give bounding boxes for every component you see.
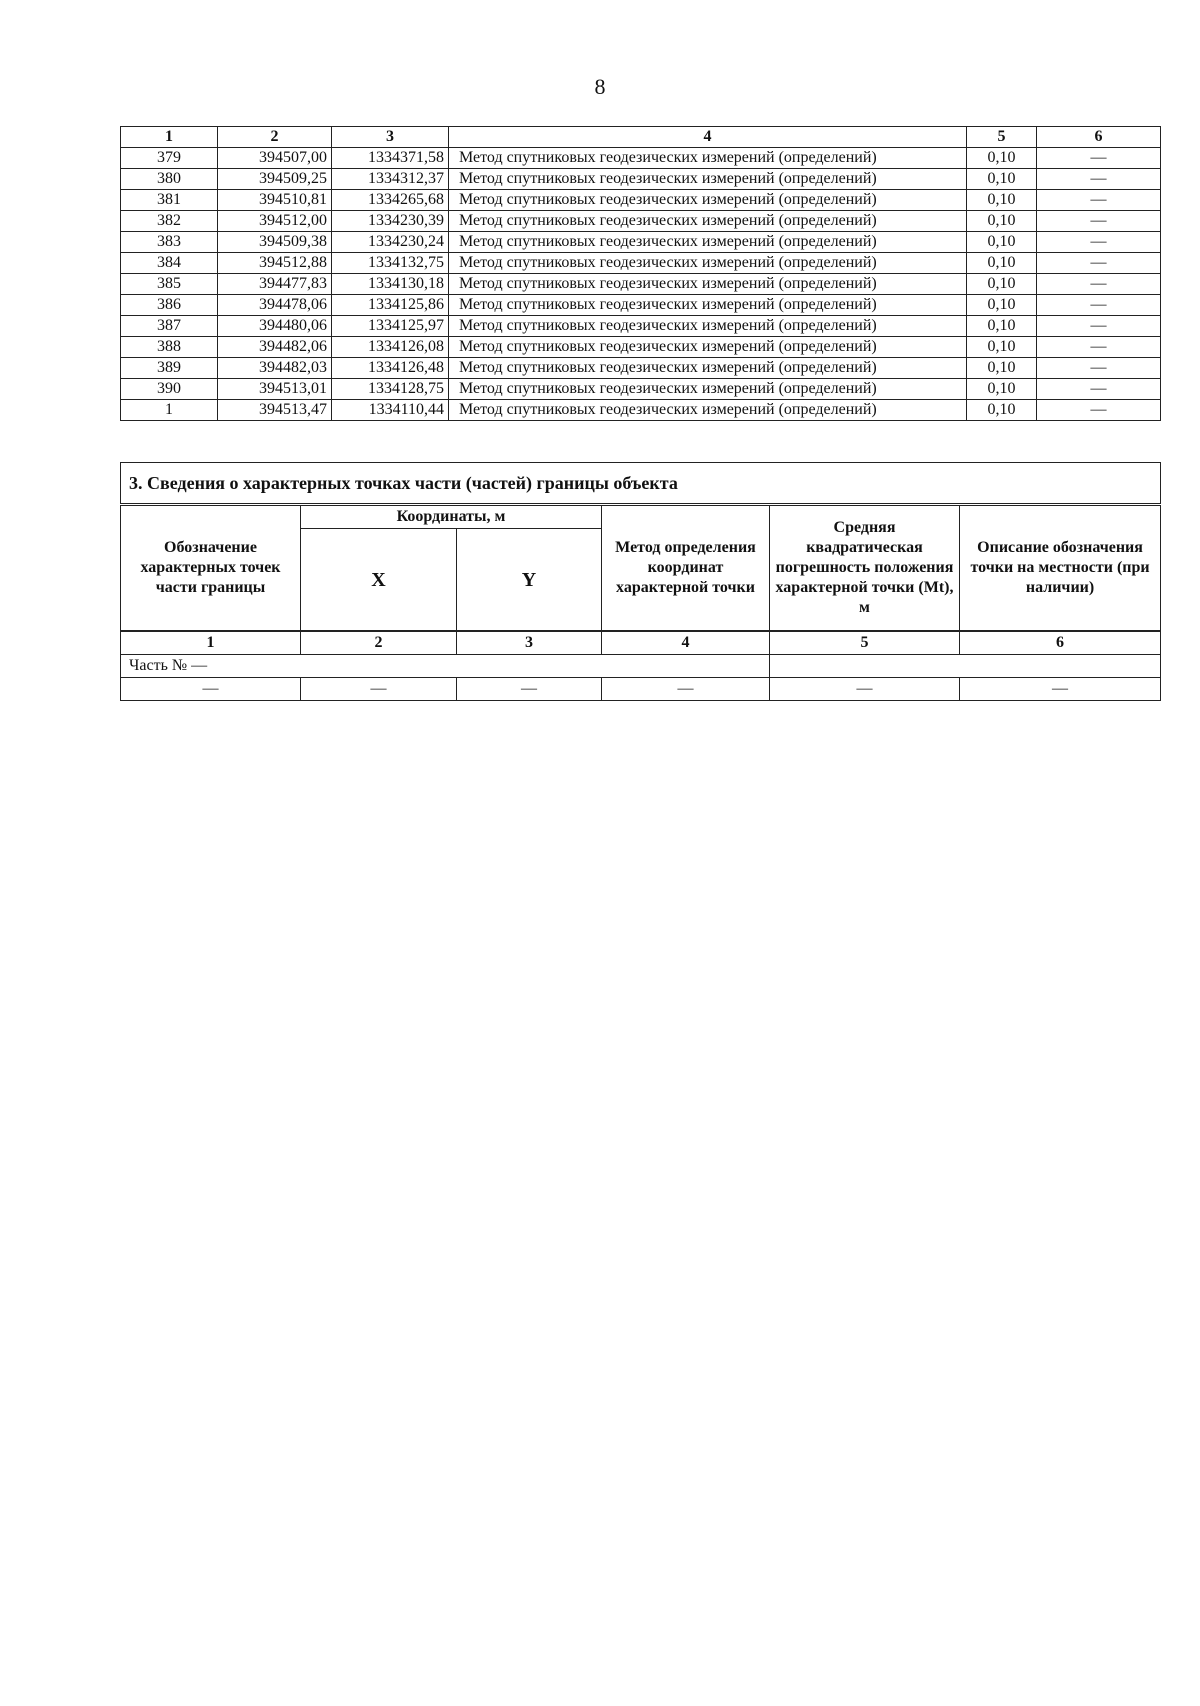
description-cell: —	[1037, 337, 1161, 358]
method-cell: Метод спутниковых геодезических измерений (определений)	[449, 358, 967, 379]
dash-1: —	[121, 678, 301, 701]
method-cell: Метод спутниковых геодезических измерений (определений)	[449, 274, 967, 295]
coord-x-cell: 394507,00	[218, 148, 332, 169]
coord-y-cell: 1334265,68	[332, 190, 449, 211]
section3-number-row	[121, 631, 1161, 655]
method-cell: Метод спутниковых геодезических измерений (определений)	[449, 316, 967, 337]
coord-x-cell: 394480,06	[218, 316, 332, 337]
error-cell: 0,10	[967, 190, 1037, 211]
col-header-5: 5	[967, 127, 1037, 148]
error-cell: 0,10	[967, 274, 1037, 295]
point-number-cell: 387	[121, 316, 218, 337]
table-row	[121, 190, 1161, 211]
table-row	[121, 400, 1161, 421]
coord-x-cell: 394477,83	[218, 274, 332, 295]
method-cell: Метод спутниковых геодезических измерений (определений)	[449, 295, 967, 316]
method-cell: Метод спутниковых геодезических измерений (определений)	[449, 253, 967, 274]
description-cell: —	[1037, 169, 1161, 190]
part-empty	[770, 655, 1161, 678]
coord-y-cell: 1334130,18	[332, 274, 449, 295]
point-number-cell: 386	[121, 295, 218, 316]
col-y-header: Y	[457, 529, 602, 632]
col-header-6: 6	[1037, 127, 1161, 148]
table-row	[121, 211, 1161, 232]
dash-2: —	[301, 678, 457, 701]
dash-4: —	[602, 678, 770, 701]
col-description-header: Описание обозначения точки на местности (при наличии)	[960, 505, 1161, 632]
error-cell: 0,10	[967, 400, 1037, 421]
coord-x-cell: 394512,88	[218, 253, 332, 274]
point-number-cell: 379	[121, 148, 218, 169]
error-cell: 0,10	[967, 232, 1037, 253]
coord-y-cell: 1334126,08	[332, 337, 449, 358]
col-coords-header: Координаты, м	[301, 505, 602, 529]
coord-y-cell: 1334125,86	[332, 295, 449, 316]
num-1: 1	[121, 631, 301, 655]
coord-y-cell: 1334230,24	[332, 232, 449, 253]
coord-x-cell: 394478,06	[218, 295, 332, 316]
point-number-cell: 383	[121, 232, 218, 253]
description-cell: —	[1037, 190, 1161, 211]
coord-x-cell: 394510,81	[218, 190, 332, 211]
coord-x-cell: 394513,47	[218, 400, 332, 421]
point-number-cell: 1	[121, 400, 218, 421]
col-header-1: 1	[121, 127, 218, 148]
point-number-cell: 385	[121, 274, 218, 295]
method-cell: Метод спутниковых геодезических измерений (определений)	[449, 211, 967, 232]
point-number-cell: 390	[121, 379, 218, 400]
description-cell: —	[1037, 274, 1161, 295]
col-x-header: X	[301, 529, 457, 632]
point-number-cell: 381	[121, 190, 218, 211]
num-5: 5	[770, 631, 960, 655]
description-cell: —	[1037, 379, 1161, 400]
table-row	[121, 358, 1161, 379]
coord-y-cell: 1334126,48	[332, 358, 449, 379]
num-2: 2	[301, 631, 457, 655]
description-cell: —	[1037, 358, 1161, 379]
col-header-4: 4	[449, 127, 967, 148]
error-cell: 0,10	[967, 211, 1037, 232]
points-table-body	[121, 148, 1161, 421]
table-row	[121, 337, 1161, 358]
part-label: Часть № —	[121, 655, 770, 678]
error-cell: 0,10	[967, 295, 1037, 316]
dash-5: —	[770, 678, 960, 701]
coord-x-cell: 394509,38	[218, 232, 332, 253]
error-cell: 0,10	[967, 358, 1037, 379]
point-number-cell: 389	[121, 358, 218, 379]
table-row	[121, 274, 1161, 295]
method-cell: Метод спутниковых геодезических измерений (определений)	[449, 190, 967, 211]
coord-x-cell: 394512,00	[218, 211, 332, 232]
page-number: 8	[594, 74, 606, 99]
point-number-cell: 380	[121, 169, 218, 190]
coord-x-cell: 394482,06	[218, 337, 332, 358]
point-number-cell: 382	[121, 211, 218, 232]
col-error-header: Средняя квадратическая погрешность положения характерной точки (Mt), м	[770, 505, 960, 632]
points-table-header-row	[121, 127, 1161, 148]
method-cell: Метод спутниковых геодезических измерений (определений)	[449, 379, 967, 400]
method-cell: Метод спутниковых геодезических измерений (определений)	[449, 232, 967, 253]
coord-y-cell: 1334132,75	[332, 253, 449, 274]
description-cell: —	[1037, 232, 1161, 253]
table-row	[121, 253, 1161, 274]
error-cell: 0,10	[967, 379, 1037, 400]
method-cell: Метод спутниковых геодезических измерений (определений)	[449, 400, 967, 421]
error-cell: 0,10	[967, 253, 1037, 274]
description-cell: —	[1037, 295, 1161, 316]
num-6: 6	[960, 631, 1161, 655]
coord-y-cell: 1334230,39	[332, 211, 449, 232]
table-row	[121, 232, 1161, 253]
description-cell: —	[1037, 148, 1161, 169]
table-row	[121, 295, 1161, 316]
coord-x-cell: 394513,01	[218, 379, 332, 400]
method-cell: Метод спутниковых геодезических измерений (определений)	[449, 337, 967, 358]
error-cell: 0,10	[967, 337, 1037, 358]
table-row	[121, 316, 1161, 337]
coord-y-cell: 1334371,58	[332, 148, 449, 169]
num-3: 3	[457, 631, 602, 655]
point-number-cell: 388	[121, 337, 218, 358]
table-row	[121, 148, 1161, 169]
dash-6: —	[960, 678, 1161, 701]
description-cell: —	[1037, 253, 1161, 274]
description-cell: —	[1037, 211, 1161, 232]
coord-y-cell: 1334125,97	[332, 316, 449, 337]
coord-x-cell: 394482,03	[218, 358, 332, 379]
coord-x-cell: 394509,25	[218, 169, 332, 190]
table-row	[121, 379, 1161, 400]
col-header-3: 3	[332, 127, 449, 148]
description-cell: —	[1037, 316, 1161, 337]
section3-part-row	[121, 655, 1161, 678]
table-row	[121, 169, 1161, 190]
dash-3: —	[457, 678, 602, 701]
coord-y-cell: 1334312,37	[332, 169, 449, 190]
error-cell: 0,10	[967, 316, 1037, 337]
coord-y-cell: 1334110,44	[332, 400, 449, 421]
points-table	[120, 126, 1161, 421]
section3-dash-row	[121, 678, 1161, 701]
num-4: 4	[602, 631, 770, 655]
col-method-header: Метод определения координат характерной точки	[602, 505, 770, 632]
point-number-cell: 384	[121, 253, 218, 274]
section3-title: 3. Сведения о характерных точках части (частей) границы объекта	[121, 463, 1161, 505]
col-header-2: 2	[218, 127, 332, 148]
coord-y-cell: 1334128,75	[332, 379, 449, 400]
method-cell: Метод спутниковых геодезических измерений (определений)	[449, 169, 967, 190]
error-cell: 0,10	[967, 169, 1037, 190]
description-cell: —	[1037, 400, 1161, 421]
col-designation-header: Обозначение характерных точек части границы	[121, 505, 301, 632]
section3-table	[120, 462, 1161, 701]
error-cell: 0,10	[967, 148, 1037, 169]
method-cell: Метод спутниковых геодезических измерений (определений)	[449, 148, 967, 169]
